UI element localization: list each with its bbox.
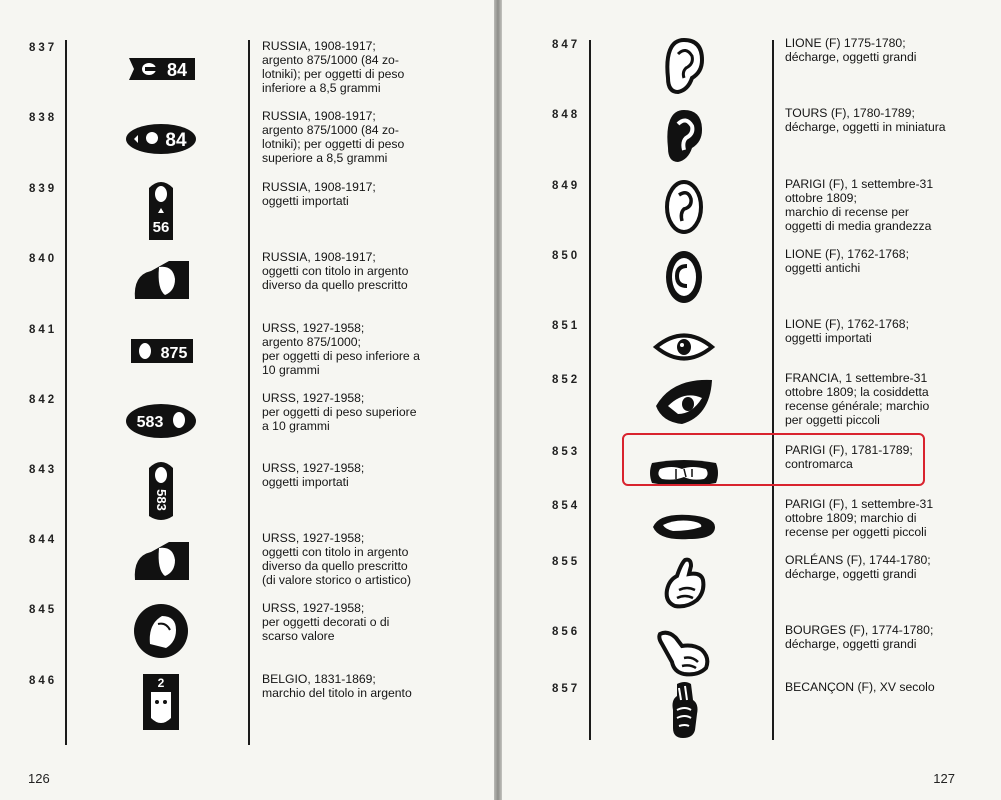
list-item	[502, 106, 1001, 181]
entry-number: 854	[552, 500, 581, 512]
entry-number: 840	[29, 253, 58, 265]
shield-84-hallmark-icon	[119, 36, 203, 102]
left-page	[0, 0, 494, 800]
list-item	[502, 247, 1001, 322]
ear-oval-hallmark-icon	[642, 244, 726, 310]
entry-number: 849	[552, 180, 581, 192]
entry-number: 853	[552, 446, 581, 458]
oval-583-hallmark-icon	[119, 388, 203, 454]
entry-number: 838	[29, 112, 58, 124]
entry-number: 841	[29, 324, 58, 336]
entry-number: 839	[29, 183, 58, 195]
head-583-hallmark-icon	[119, 458, 203, 524]
head-56-hallmark-icon	[119, 177, 203, 243]
hand-hallmark-icon	[642, 677, 726, 743]
entry-description: LIONE (F), 1762-1768; oggetti importati	[785, 317, 909, 345]
entry-number: 851	[552, 320, 581, 332]
entry-number: 837	[29, 42, 58, 54]
right-page	[502, 0, 1001, 800]
entry-number: 857	[552, 683, 581, 695]
entry-number: 852	[552, 374, 581, 386]
list-item	[0, 391, 494, 466]
entry-description: LIONE (F) 1775-1780; décharge, oggetti grandi	[785, 36, 917, 64]
entry-description: URSS, 1927-1958; per oggetti decorati o di scarso valore	[262, 601, 390, 643]
entry-description: BECANÇON (F), XV secolo	[785, 680, 935, 694]
mask-2-hallmark-icon	[119, 669, 203, 735]
fist-hallmark-icon	[642, 550, 726, 616]
entry-description: PARIGI (F), 1 settembre-31 ottobre 1809; marchio di recense per oggetti piccoli	[785, 497, 934, 539]
entry-description: URSS, 1927-1958; argento 875/1000; per oggetti di peso inferiore a 10 grammi	[262, 321, 420, 377]
entry-number: 842	[29, 394, 58, 406]
list-item	[0, 321, 494, 396]
oval-84-hallmark-icon	[119, 106, 203, 172]
list-item	[502, 553, 1001, 628]
entry-description: BOURGES (F), 1774-1780; décharge, oggetti grandi	[785, 623, 934, 651]
list-item	[0, 250, 494, 325]
list-item	[0, 180, 494, 255]
head-profile-hallmark-icon	[119, 247, 203, 313]
entry-number: 843	[29, 464, 58, 476]
entry-description: RUSSIA, 1908-1917; oggetti con titolo in argento diverso da quello prescritto	[262, 250, 409, 292]
mark-label: 84	[165, 130, 187, 151]
entry-description: ORLÉANS (F), 1744-1780; décharge, oggetti grandi	[785, 553, 931, 581]
list-item	[0, 531, 494, 606]
head-profile-hallmark-icon	[119, 528, 203, 594]
list-item	[0, 109, 494, 184]
list-item	[502, 371, 1001, 446]
entry-description: URSS, 1927-1958; oggetti con titolo in argento diverso da quello prescritto (di valore storico o artistico)	[262, 531, 412, 587]
entry-description: TOURS (F), 1780-1789; décharge, oggetti in miniatura	[785, 106, 946, 134]
entry-number: 845	[29, 604, 58, 616]
entry-description: PARIGI (F), 1 settembre-31 ottobre 1809; marchio di recense per oggetti di media grandezza	[785, 177, 934, 233]
list-item	[502, 177, 1001, 252]
list-item	[0, 461, 494, 536]
mark-label: 84	[166, 60, 188, 80]
list-item	[0, 672, 494, 747]
entry-number: 848	[552, 109, 581, 121]
entry-description: URSS, 1927-1958; oggetti importati	[262, 461, 365, 489]
entry-description: LIONE (F), 1762-1768; oggetti antichi	[785, 247, 909, 275]
ear-hallmark-icon	[642, 103, 726, 169]
list-item	[0, 39, 494, 114]
entry-number: 847	[552, 39, 581, 51]
mark-label: 875	[160, 345, 188, 362]
ear-hallmark-icon	[642, 33, 726, 99]
entry-description: URSS, 1927-1958; per oggetti di peso superiore a 10 grammi	[262, 391, 417, 433]
list-item	[502, 36, 1001, 111]
mark-label: 2	[157, 676, 165, 690]
entry-description: RUSSIA, 1908-1917; oggetti importati	[262, 180, 376, 208]
round-head-hallmark-icon	[119, 598, 203, 664]
mark-label: 56	[152, 219, 170, 236]
head-875-hallmark-icon	[119, 318, 203, 384]
entry-description: RUSSIA, 1908-1917; argento 875/1000 (84 zo- lotniki); per oggetti di peso inferiore a 8,5 grammi	[262, 39, 405, 95]
entry-description: PARIGI (F), 1781-1789; contromarca	[785, 443, 913, 471]
entry-description: RUSSIA, 1908-1917; argento 875/1000 (84 zo- lotniki); per oggetti di peso superiore a 8,5 grammi	[262, 109, 405, 165]
entry-description: BELGIO, 1831-1869; marchio del titolo in argento	[262, 672, 412, 700]
list-item	[502, 680, 1001, 755]
ear-hallmark-icon	[642, 174, 726, 240]
entry-number: 846	[29, 675, 58, 687]
entry-number: 844	[29, 534, 58, 546]
eye-hallmark-icon	[642, 368, 726, 434]
page-number: 126	[28, 771, 50, 786]
mark-label: 583	[154, 489, 169, 511]
book-gutter	[494, 0, 502, 800]
entry-description: FRANCIA, 1 settembre-31 ottobre 1809; la cosiddetta recense générale; marchio per oggetti piccoli	[785, 371, 930, 427]
mark-label: 583	[136, 414, 164, 431]
list-item	[0, 601, 494, 676]
entry-number: 855	[552, 556, 581, 568]
entry-number: 850	[552, 250, 581, 262]
page-number: 127	[933, 771, 955, 786]
entry-number: 856	[552, 626, 581, 638]
